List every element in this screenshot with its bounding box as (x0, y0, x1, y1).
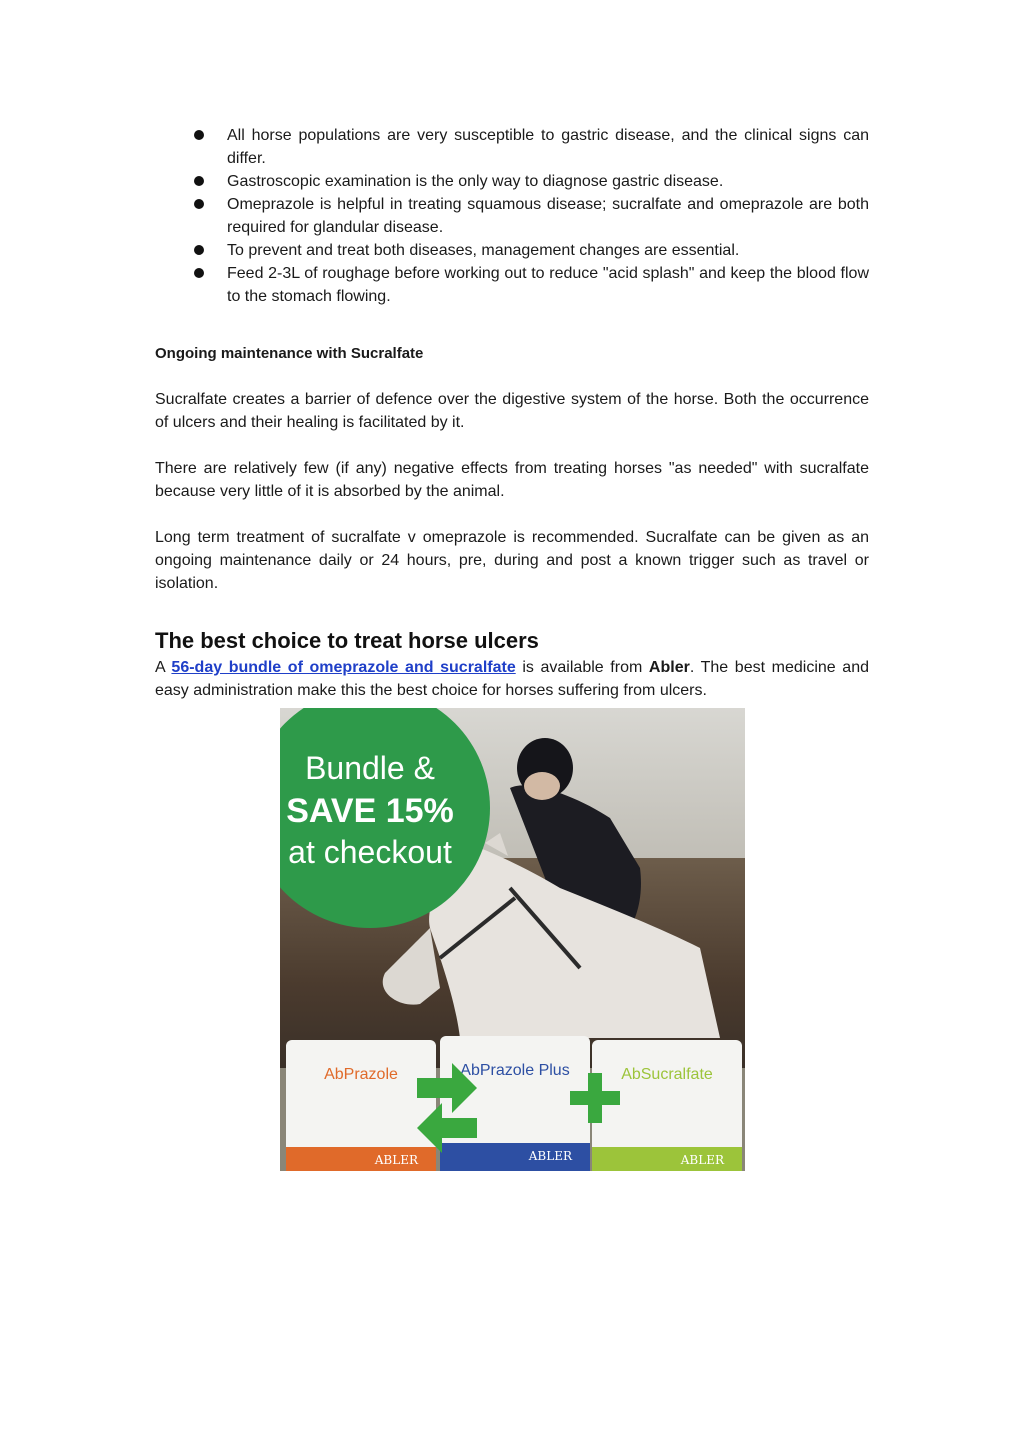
bullet-icon (194, 199, 204, 209)
paragraph: A 56-day bundle of omeprazole and sucralfate is available from Abler. The best medicine and easy administration make this the best choice for horses suffering from ulcers. (155, 659, 870, 699)
list-item: Gastroscopic examination is the only way to diagnose gastric disease. (155, 170, 869, 193)
section-title: The best choice to treat horse ulcers (155, 628, 539, 653)
plus-icon (570, 1073, 620, 1123)
product-pack-absucralfate: AbSucralfate ABLER (592, 1040, 742, 1171)
list-item: To prevent and treat both diseases, management changes are essential. (155, 239, 869, 262)
product-pack-abprazole: AbPrazole ABLER (286, 1040, 436, 1171)
section-heading: Ongoing maintenance with Sucralfate (155, 345, 424, 362)
key-points-list (155, 124, 869, 308)
list-item: Omeprazole is helpful in treating squamous disease; sucralfate and omeprazole are both required for glandular disease. (155, 193, 869, 239)
product-pack-abprazole-plus: AbPrazole Plus ABLER (440, 1036, 590, 1171)
bullet-icon (194, 176, 204, 186)
paragraph: There are relatively few (if any) negative effects from treating horses "as needed" with sucralfate because very little of it is absorbed by the animal. (155, 460, 869, 500)
document-body (155, 124, 869, 702)
list-item: Feed 2-3L of roughage before working out to reduce "acid splash" and keep the blood flow to the stomach flowing. (155, 262, 869, 308)
promo-image (280, 708, 745, 1171)
bullet-icon (194, 130, 204, 140)
bullet-icon (194, 245, 204, 255)
brand-name: Abler (648, 659, 690, 676)
bullet-icon (194, 268, 204, 278)
list-item: All horse populations are very susceptible to gastric disease, and the clinical signs can differ. (155, 124, 869, 170)
bundle-link[interactable]: 56-day bundle of omeprazole and sucralfate (171, 659, 516, 676)
paragraph: Long term treatment of sucralfate v omeprazole is recommended. Sucralfate can be given as an ongoing maintenance daily or 24 hours, pre, during and post a known trigger such as travel or isolation. (155, 529, 869, 592)
swap-arrows-icon (412, 1058, 482, 1153)
paragraph: Sucralfate creates a barrier of defence over the digestive system of the horse. Both the occurrence of ulcers and their healing is facilitated by it. (155, 391, 869, 431)
promo-badge: Bundle & SAVE 15% at checkout (280, 708, 490, 928)
